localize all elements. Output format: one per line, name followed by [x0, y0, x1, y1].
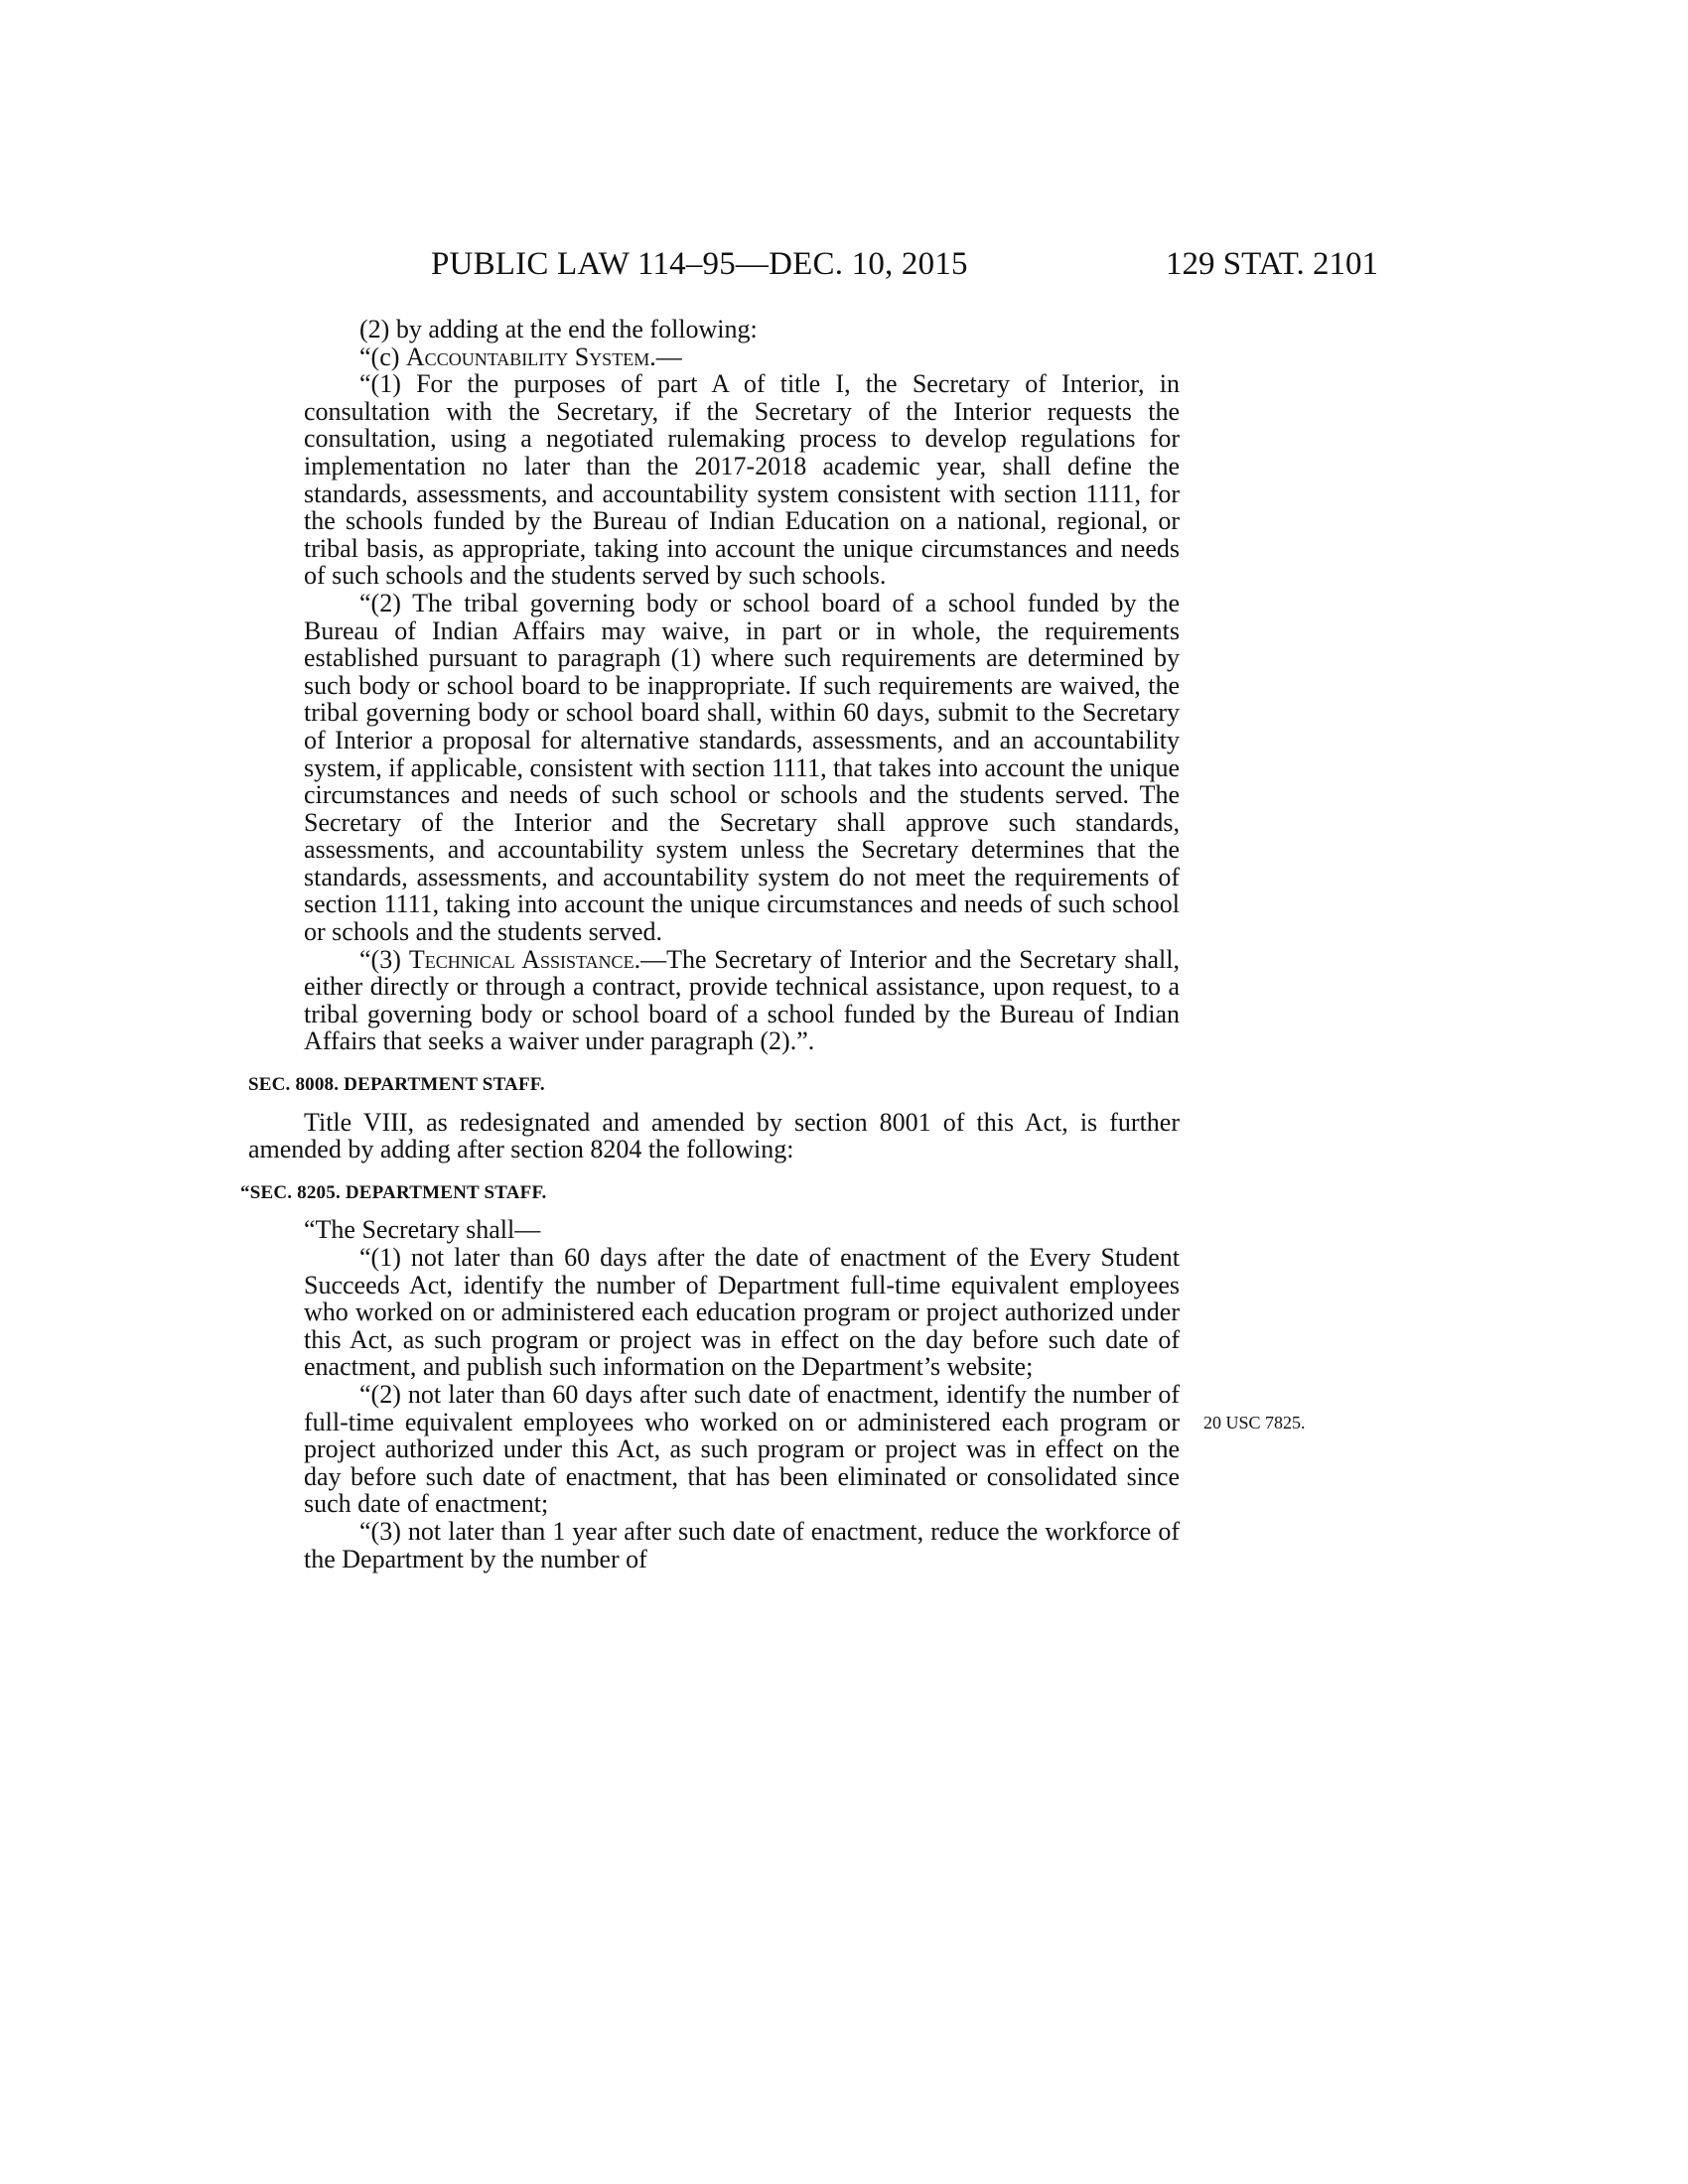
- secretary-shall-intro: “The Secretary shall—: [304, 1215, 541, 1245]
- header-page-number: 129 STAT. 2101: [1165, 246, 1378, 282]
- page-header: [431, 246, 1378, 286]
- paragraph-c3-body: .—The Secretary of Interior and the Secretary shall, either directly or through a contract, provide technical assistance, upon request, to a tribal governing body or school board of a school funded by the Bureau of Indian Affairs that seeks a waiver under paragraph (2).”.: [304, 944, 1180, 1056]
- header-title: PUBLIC LAW 114–95—DEC. 10, 2015: [431, 246, 968, 282]
- subsection-c-heading: [304, 343, 1180, 371]
- paragraph-c3-title: Technical Assistance: [408, 944, 634, 974]
- paragraph-8205-2: “(2) not later than 60 days after such date of enactment, identify the number of full-time equivalent employees who worked on or administered each program or project authorized under this Act, as such program or project was in effect on the day before such date of enactment, that has been eliminated or consolidated since such date of enactment;: [304, 1379, 1180, 1519]
- subsection-c-prefix: “(c): [359, 341, 406, 371]
- paragraph-c2: “(2) The tribal governing body or school board of a school funded by the Bureau of Indian Affairs may waive, in part or in whole, the requirements established pursuant to paragraph (1) where such requirements are determined by such body or school board to be inappropriate. If such requirements are waived, the tribal governing body or school board shall, within 60 days, submit to the Secretary of Interior a proposal for alternative standards, assessments, and an accountability system, if applicable, consistent with section 1111, that takes into account the unique circumstances and needs of such school or schools and the students served. The Secretary of the Interior and the Secretary shall approve such standards, assessments, and accountability system unless the Secretary determines that the standards, assessments, and accountability system do not meet the requirements of section 1111, taking into account the unique circumstances and needs of such school or schools and the students served.: [304, 588, 1180, 947]
- paragraph-c3: [248, 946, 1180, 1055]
- section-8008-body: Title VIII, as redesignated and amended by section 8001 of this Act, is further amended by adding after section 8204 the following:: [248, 1107, 1180, 1164]
- subsection-c-title: Accountability System: [405, 341, 650, 371]
- usc-citation-margin-note: 20 USC 7825.: [1203, 1413, 1306, 1433]
- paragraph-c1: “(1) For the purposes of part A of title I, the Secretary of Interior, in consultation with the Secretary, if the Secretary of the Interior requests the consultation, using a negotiated rulemaking process to develop regulations for implementation no later than the 2017-2018 academic year, shall define the standards, assessments, and accountability system consistent with section 1111, for the schools funded by the Bureau of Indian Education on a national, regional, or tribal basis, as appropriate, taking into account the unique circumstances and needs of such schools and the students served by such schools.: [304, 369, 1180, 591]
- paragraph-8205-3: “(3) not later than 1 year after such date of enactment, reduce the workforce of the Department by the number of: [304, 1516, 1180, 1573]
- subsection-c-dash: .—: [649, 341, 682, 371]
- paragraph-8205-1: “(1) not later than 60 days after the date of enactment of the Every Student Succeeds Act, identify the number of Department full-time equivalent employees who worked on or administered each education program or project authorized under this Act, as such program or project was in effect on the day before such date of enactment, and publish such information on the Department’s website;: [304, 1243, 1180, 1382]
- paragraph-c3-prefix: “(3): [359, 944, 409, 974]
- document-body: [240, 315, 1180, 1573]
- section-8008-heading: SEC. 8008. DEPARTMENT STAFF.: [248, 1074, 545, 1096]
- item-2-intro: (2) by adding at the end the following:: [359, 315, 758, 343]
- section-8205-heading: “SEC. 8205. DEPARTMENT STAFF.: [240, 1181, 547, 1203]
